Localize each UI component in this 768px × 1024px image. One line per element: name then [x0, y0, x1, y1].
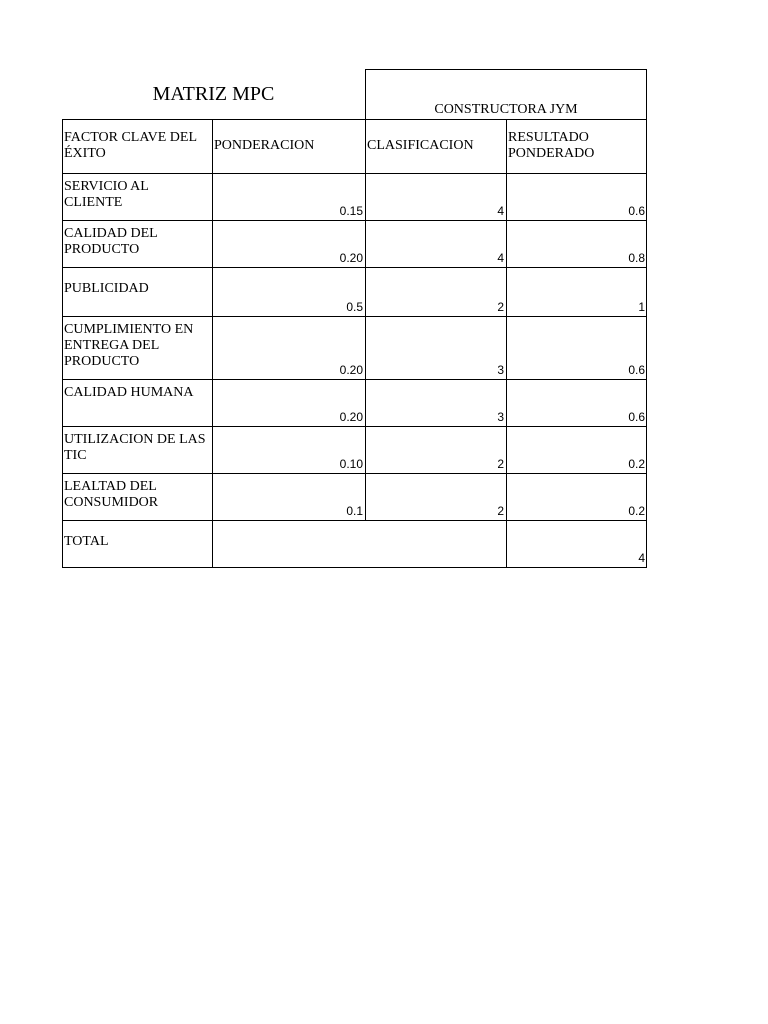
factor-cell: CUMPLIMIENTO EN ENTREGA DEL PRODUCTO: [64, 322, 194, 369]
grid-line: [62, 426, 647, 427]
clasificacion-cell: 3: [497, 410, 504, 424]
clasificacion-cell: 4: [497, 204, 504, 218]
ponderacion-cell: 0.20: [339, 363, 363, 377]
factor-cell: CALIDAD DEL PRODUCTO: [64, 226, 158, 257]
grid-line: [365, 69, 647, 70]
clasificacion-cell: 4: [497, 251, 504, 265]
company-name: CONSTRUCTORA JYM: [434, 102, 578, 117]
grid-line: [62, 119, 647, 120]
clasificacion-cell: 2: [497, 300, 504, 314]
ponderacion-cell: 0.20: [339, 410, 363, 424]
grid-line: [62, 567, 647, 568]
clasificacion-cell: 3: [497, 363, 504, 377]
grid-line: [62, 119, 63, 568]
ponderacion-cell: 0.15: [339, 204, 363, 218]
factor-cell: UTILIZACION DE LAS TIC: [64, 432, 206, 463]
factor-cell: CALIDAD HUMANA: [64, 385, 194, 400]
header-ponderacion: PONDERACION: [214, 138, 315, 153]
grid-line: [62, 220, 647, 221]
grid-line: [212, 119, 213, 568]
ponderacion-cell: 0.10: [339, 457, 363, 471]
grid-line: [62, 316, 647, 317]
grid-line: [62, 473, 647, 474]
grid-line: [365, 173, 366, 521]
header-factor: FACTOR CLAVE DEL ÉXITO: [64, 130, 197, 161]
resultado-cell: 0.6: [628, 410, 645, 424]
clasificacion-cell: 2: [497, 504, 504, 518]
grid-line: [62, 379, 647, 380]
grid-line: [365, 69, 366, 174]
resultado-cell: 0.6: [628, 363, 645, 377]
mpc-matrix-sheet: [62, 69, 647, 568]
resultado-cell: 0.8: [628, 251, 645, 265]
factor-cell: SERVICIO AL CLIENTE: [64, 179, 149, 210]
total-label: TOTAL: [64, 534, 109, 549]
ponderacion-cell: 0.1: [346, 504, 363, 518]
header-clasificacion: CLASIFICACION: [367, 138, 474, 153]
grid-line: [62, 267, 647, 268]
grid-line: [506, 119, 507, 568]
header-resultado: RESULTADO PONDERADO: [508, 130, 595, 161]
matrix-title: MATRIZ MPC: [152, 82, 275, 105]
factor-cell: LEALTAD DEL CONSUMIDOR: [64, 479, 159, 510]
ponderacion-cell: 0.5: [346, 300, 363, 314]
resultado-cell: 0.2: [628, 457, 645, 471]
grid-line: [62, 520, 647, 521]
ponderacion-cell: 0.20: [339, 251, 363, 265]
resultado-cell: 0.2: [628, 504, 645, 518]
grid-line: [62, 173, 647, 174]
resultado-cell: 1: [638, 300, 645, 314]
total-resultado: 4: [638, 551, 645, 565]
resultado-cell: 0.6: [628, 204, 645, 218]
grid-line: [646, 69, 647, 568]
clasificacion-cell: 2: [497, 457, 504, 471]
factor-cell: PUBLICIDAD: [64, 281, 149, 296]
